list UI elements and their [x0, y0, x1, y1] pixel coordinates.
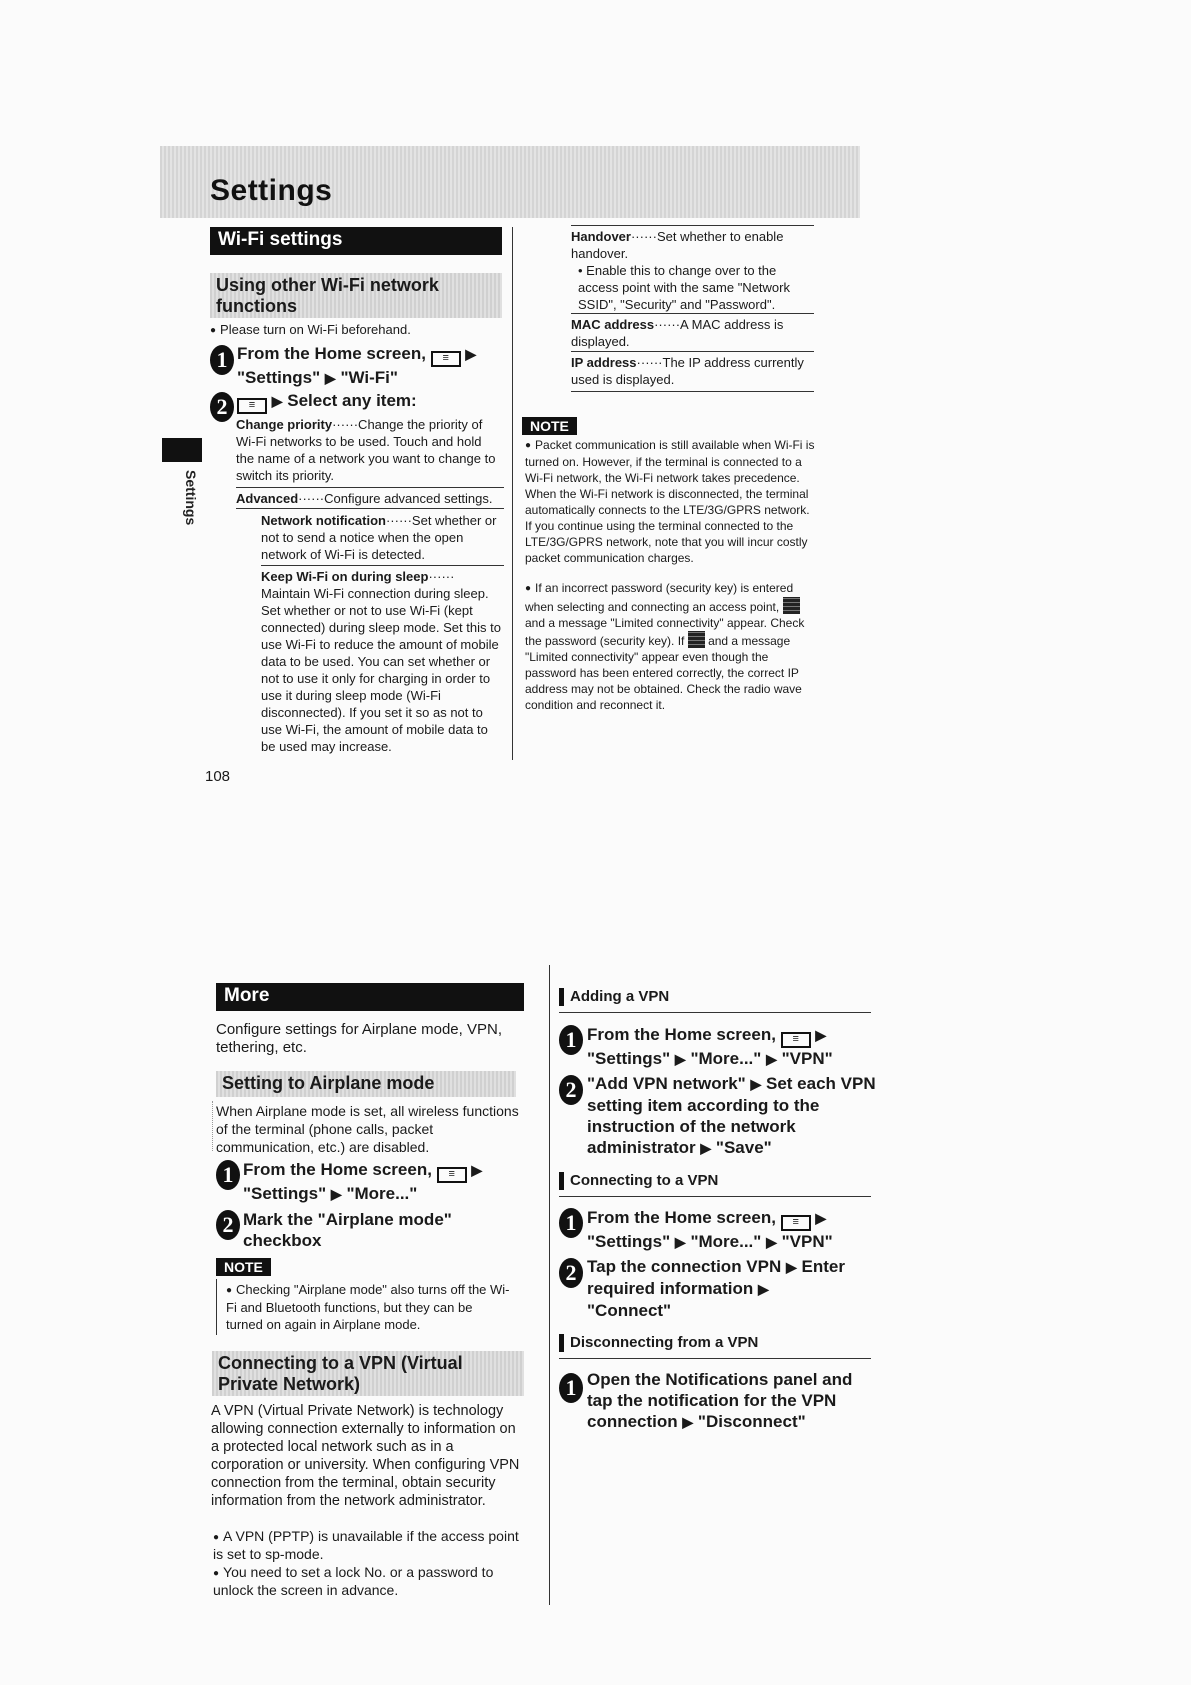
step-text-d: "VPN" [781, 1049, 833, 1068]
arrow-right-icon: ▶ [786, 1259, 797, 1275]
arrow-right-icon: ▶ [757, 1281, 769, 1297]
step-text-c: "More..." [346, 1184, 418, 1203]
term-change-priority: Change priority [236, 417, 333, 432]
connecting-step-2-number: 2 [559, 1258, 583, 1288]
handover-bullet: • Enable this to change over to the access point with the same "Network SSID", "Security" and "Password". [578, 263, 790, 312]
arrow-right-icon: ▶ [766, 1234, 777, 1250]
connecting-step-1-number: 1 [559, 1208, 583, 1238]
note-bullet-2 [525, 580, 817, 713]
arrow-right-icon: ▶ [750, 1076, 762, 1092]
menu-key-icon: ≡ [431, 351, 461, 367]
divider [236, 508, 504, 509]
divider [571, 225, 814, 226]
item-network-notification [261, 512, 504, 563]
divider [571, 313, 814, 314]
airplane-desc: When Airplane mode is set, all wireless functions of the terminal (phone calls, packet communication, etc.) are disabled. [216, 1103, 519, 1155]
desc-handover: ······Set whether to enable handover. [571, 229, 784, 261]
step-text-a: Open the Notifications panel and tap the notification for the VPN connection [587, 1370, 853, 1431]
airplane-step-2-number: 2 [216, 1210, 240, 1240]
divider [559, 1196, 871, 1197]
note-bullet-2-a: ● If an incorrect password (security key) is entered when selecting and connecting an access point, [525, 581, 793, 614]
desc-mac-address: ······A MAC address is displayed. [571, 317, 784, 349]
divider [236, 487, 504, 488]
disconnecting-step-1-text [587, 1369, 877, 1433]
step-text-a: From the Home screen, [587, 1208, 776, 1227]
arrow-right-icon: ▶ [674, 1234, 686, 1250]
menu-key-icon: ≡ [237, 398, 267, 414]
divider [261, 565, 504, 566]
arrow-right-icon: ▶ [271, 393, 283, 409]
menu-key-icon: ≡ [781, 1032, 811, 1048]
step-text-b: "Settings" [587, 1049, 671, 1068]
divider [559, 1012, 871, 1013]
note-tag: NOTE [522, 417, 577, 435]
term-keep-wifi: Keep Wi-Fi on during sleep [261, 569, 429, 584]
term-advanced: Advanced [236, 491, 299, 506]
note-margin-line [216, 1279, 217, 1335]
step-text-c: "Wi-Fi" [340, 368, 398, 387]
step-text-d: "VPN" [781, 1232, 833, 1251]
vpn-desc: A VPN (Virtual Private Network) is technology allowing connection externally to information on a protected local network such as in a corporation or university. When configuring VPN connection from the terminal, obtain security information from the network administrator. [211, 1403, 520, 1509]
section-title-wifi: Wi-Fi settings [210, 227, 502, 255]
airplane-title: Setting to Airplane mode [216, 1071, 516, 1097]
adding-step-2-text [587, 1073, 877, 1159]
divider [559, 1358, 871, 1359]
term-network-notification: Network notification [261, 513, 386, 528]
adding-step-1-text [587, 1024, 877, 1070]
item-change-priority [236, 416, 502, 484]
adding-step-1-number: 1 [559, 1025, 583, 1055]
desc-change-priority: ······Change the priority of Wi-Fi networks to be used. Touch and hold the name of a network you want to change to switch its priority. [236, 417, 496, 483]
step-text-b: Enter required information [587, 1257, 845, 1298]
step-text-b: "Disconnect" [697, 1412, 806, 1431]
term-mac-address: MAC address [571, 317, 655, 332]
column-divider [512, 227, 513, 760]
arrow-right-icon: ▶ [471, 1162, 483, 1178]
arrow-right-icon: ▶ [766, 1051, 777, 1067]
airplane-step-2-text: Mark the "Airplane mode" checkbox [243, 1210, 452, 1250]
column-divider [549, 965, 550, 1605]
note-bullet-1: ● Packet communication is still available when Wi-Fi is turned on. However, if the terminal is connected to a Wi-Fi network, the Wi-Fi network takes precedence. When the Wi-Fi network is disconnected, the terminal automatically connects to the LTE/3G/GPRS network. If you continue using the terminal connected to the LTE/3G/GPRS network, note that you will incur costly packet communication charges. [525, 437, 817, 566]
handover-bullet-text: Enable this to change over to the access point with the same "Network SSID", "Security" and "Password". [578, 263, 790, 312]
airplane-note: ● Checking "Airplane mode" also turns off the Wi-Fi and Bluetooth functions, but they can be turned on again in Airplane mode. [226, 1281, 511, 1333]
airplane-step-1-number: 1 [216, 1160, 240, 1190]
item-keep-wifi [261, 568, 504, 755]
divider [571, 351, 814, 352]
term-handover: Handover [571, 229, 631, 244]
item-ip-address [571, 354, 814, 388]
menu-key-icon: ≡ [437, 1167, 467, 1183]
step-text-b: "Settings" [237, 368, 321, 387]
step-text-b: "Settings" [587, 1232, 671, 1251]
step-text-a: From the Home screen, [237, 344, 426, 363]
arrow-right-icon: ▶ [682, 1414, 694, 1430]
arrow-right-icon: ▶ [815, 1210, 827, 1226]
note-bullet-2-d: and a message "Limited connectivity" appear even though the password has been entered correctly, the correct IP address may not be obtained. Check the radio wave condition and reconnect it. [525, 634, 802, 712]
arrow-right-icon: ▶ [700, 1140, 712, 1156]
item-advanced [236, 490, 504, 507]
desc-network-notification: ······Set whether or not to send a notice when the open network of Wi-Fi is detected. [261, 513, 497, 562]
section-title-more: More [216, 983, 524, 1011]
arrow-right-icon: ▶ [465, 346, 477, 362]
adding-step-2-number: 2 [559, 1075, 583, 1105]
disconnecting-step-1-number: 1 [559, 1373, 583, 1403]
step-text-c: "Save" [715, 1138, 772, 1157]
arrow-right-icon: ▶ [815, 1027, 827, 1043]
step-text-c: "More..." [690, 1232, 762, 1251]
step-1-text [237, 343, 517, 389]
connecting-step-1-text [587, 1207, 877, 1253]
step-text-b: Set each VPN setting item according to the instruction of the network administrator [587, 1074, 876, 1157]
step-text-a: Tap the connection VPN [587, 1257, 782, 1276]
airplane-step-1-text [243, 1159, 523, 1205]
menu-key-icon: ≡ [781, 1215, 811, 1231]
step-text-c: "More..." [690, 1049, 762, 1068]
note-bullet-2-c: Check the password (security key). If [525, 616, 805, 648]
arrow-right-icon: ▶ [324, 370, 336, 386]
connecting-step-2-text [587, 1256, 877, 1321]
step-text-a: From the Home screen, [243, 1160, 432, 1179]
page-title: Settings [210, 174, 333, 207]
step-2-label: Select any item: [287, 391, 417, 410]
step-1-number: 1 [210, 345, 234, 375]
page-number: 108 [205, 768, 231, 785]
step-text-b: "Settings" [243, 1184, 327, 1203]
subsection-title-wifi-functions: Using other Wi-Fi network functions [210, 273, 502, 318]
connecting-vpn-title: Connecting to a VPN [559, 1172, 880, 1190]
desc-keep-wifi: ······ Maintain Wi-Fi connection during sleep. Set whether or not to use Wi-Fi (kept connected) during sleep mode. Set this to use Wi-Fi to reduce the amount of mobile data to be used. You can set whether or not to use it only for charging in order to use it during sleep mode (Wi-Fi disconnected). If you set it so as not to use Wi-Fi, the amount of mobile data to be used may increase. [261, 569, 501, 754]
disconnecting-vpn-title: Disconnecting from a VPN [559, 1334, 880, 1352]
arrow-right-icon: ▶ [330, 1186, 342, 1202]
note-bullet-2-b: and a message "Limited connectivity" appear. [525, 616, 767, 630]
term-ip-address: IP address [571, 355, 637, 370]
side-tab-label: Settings [183, 470, 199, 526]
airplane-note-tag: NOTE [216, 1258, 271, 1276]
intro-bullet: ● Please turn on Wi-Fi beforehand. [210, 321, 510, 339]
more-intro: Configure settings for Airplane mode, VPN, tethering, etc. [216, 1021, 502, 1056]
vpn-title: Connecting to a VPN (Virtual Private Network) [212, 1351, 524, 1396]
step-text-a: From the Home screen, [587, 1025, 776, 1044]
arrow-right-icon: ▶ [674, 1051, 686, 1067]
vpn-bullet-2: ● You need to set a lock No. or a password to unlock the screen in advance. [213, 1564, 523, 1599]
wifi-limited-icon [688, 631, 705, 648]
divider [571, 391, 814, 392]
side-tab-marker [162, 438, 202, 462]
item-handover [571, 228, 814, 262]
vpn-bullet-1: ● A VPN (PPTP) is unavailable if the access point is set to sp-mode. [213, 1528, 523, 1563]
step-text-a: "Add VPN network" [587, 1074, 746, 1093]
adding-vpn-title: Adding a VPN [559, 988, 880, 1006]
desc-ip-address: ······The IP address currently used is displayed. [571, 355, 804, 387]
desc-advanced: ······Configure advanced settings. [298, 491, 493, 506]
item-mac-address [571, 316, 814, 350]
step-2-text [237, 390, 517, 414]
step-2-number: 2 [210, 392, 234, 422]
step-text-c: "Connect" [587, 1301, 672, 1320]
wifi-limited-icon [783, 597, 800, 614]
